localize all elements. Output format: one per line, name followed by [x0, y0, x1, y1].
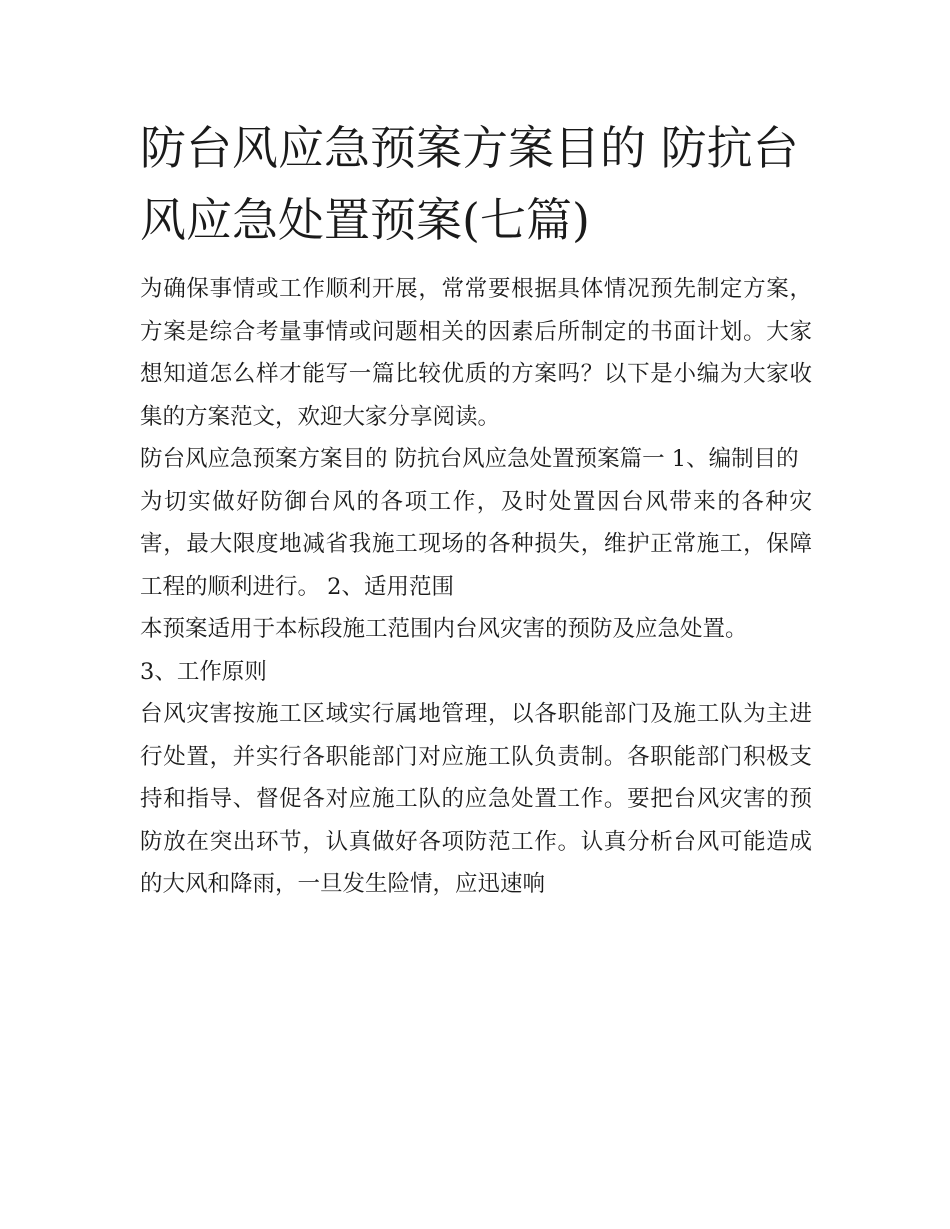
paragraph-scope: 本预案适用于本标段施工范围内台风灾害的预防及应急处置。 — [140, 616, 748, 642]
paragraph-purpose: 为切实做好防御台风的各项工作，及时处置因台风带来的各种灾害，最大限度地减省我施工现场的各种损失，维护正常施工，保障工程的顺利进行。 2、适用范围 — [140, 488, 812, 600]
paragraph-section-1-heading: 防台风应急预案方案目的 防抗台风应急处置预案篇一 1、编制目的 — [140, 446, 799, 472]
paragraph-intro: 为确保事情或工作顺利开展，常常要根据具体情况预先制定方案，方案是综合考量事情或问题相关的因素后所制定的书面计划。大家想知道怎么样才能写一篇比较优质的方案吗？以下是小编为大家收集的方案范文，欢迎大家分享阅读。 — [140, 276, 812, 430]
document-body — [140, 112, 812, 906]
document-title: 防台风应急预案方案目的 防抗台风应急处置预案(七篇) — [140, 121, 799, 247]
paragraph-section-3-heading: 3、工作原则 — [140, 658, 267, 685]
paragraph-principles: 台风灾害按施工区域实行属地管理，以各职能部门及施工队为主进行处置，并实行各职能部门对应施工队负责制。各职能部门积极支持和指导、督促各对应施工队的应急处置工作。要把台风灾害的预防放在突出环节，认真做好各项防范工作。认真分析台风可能造成的大风和降雨，一旦发生险情，应迅速响 — [140, 701, 812, 897]
